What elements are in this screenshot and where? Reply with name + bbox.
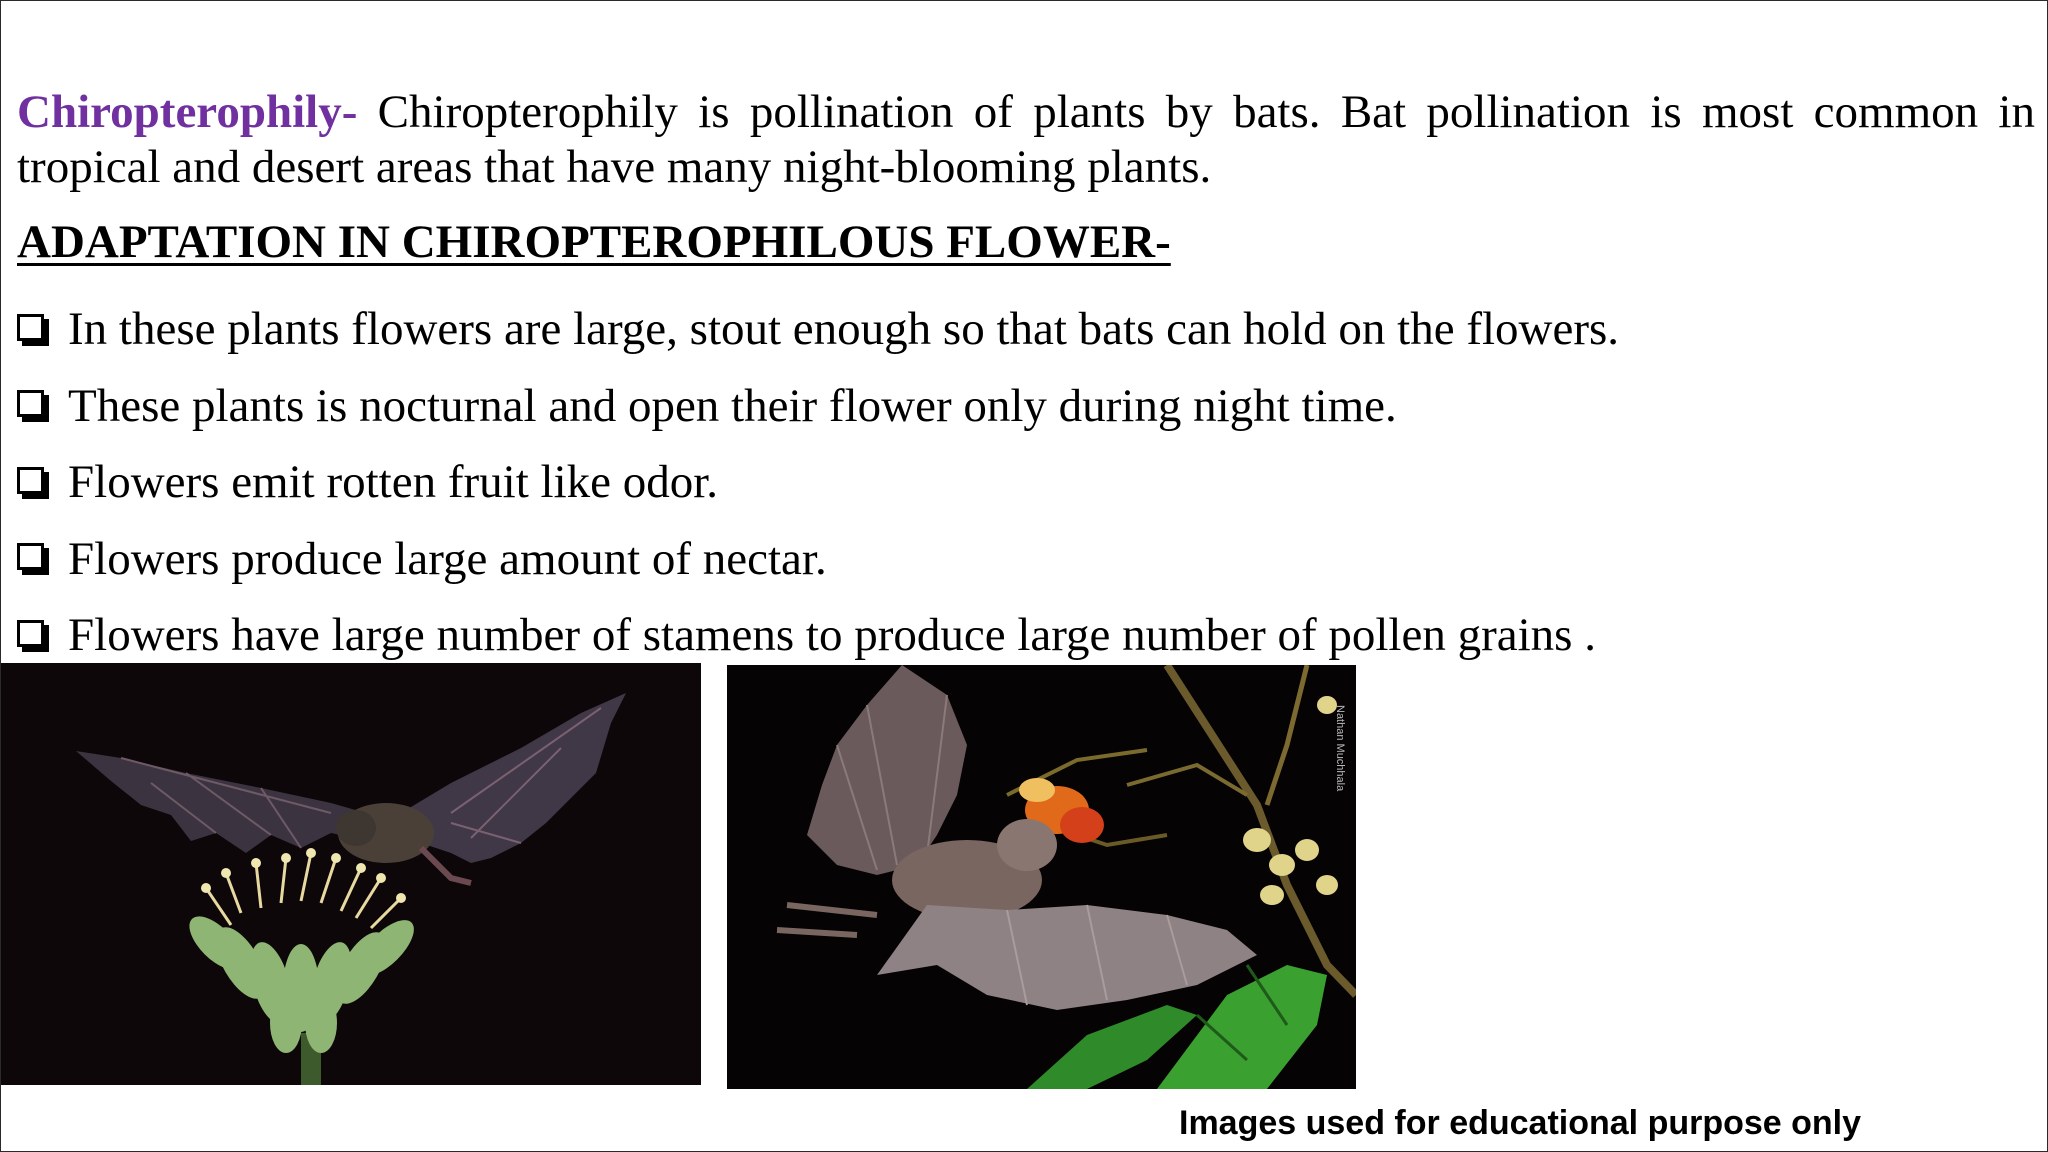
bat-agave-illustration [1, 663, 701, 1085]
list-item [17, 368, 1619, 445]
adaptation-list [17, 291, 1619, 674]
list-item-text: Flowers emit rotten fruit like odor. [68, 456, 719, 509]
intro-paragraph [17, 85, 2035, 195]
intro-text: Chiropterophily is pollination of plants by bats. Bat pollination is most common in tropical and desert areas that have many night-blooming plants. [17, 86, 2035, 193]
list-item [17, 521, 1619, 598]
list-item [17, 444, 1619, 521]
list-item-text: These plants is nocturnal and open their flower only during night time. [68, 379, 1397, 432]
bat-flower-illustration [727, 665, 1356, 1089]
list-item [17, 291, 1619, 368]
checkbox-icon [17, 314, 44, 341]
image-disclaimer: Images used for educational purpose only [1179, 1104, 1862, 1142]
list-item-text: Flowers have large number of stamens to produce large number of pollen grains . [68, 609, 1596, 662]
bat-agave-photo [1, 663, 701, 1085]
checkbox-icon [17, 543, 44, 570]
checkbox-icon [17, 390, 44, 417]
checkbox-icon [17, 620, 44, 647]
list-item-text: In these plants flowers are large, stout enough so that bats can hold on the flowers. [68, 303, 1620, 356]
section-heading: ADAPTATION IN CHIROPTEROPHILOUS FLOWER- [17, 216, 1171, 268]
list-item-text: Flowers produce large amount of nectar. [68, 532, 827, 585]
bat-flower-photo [727, 665, 1356, 1089]
term-label: Chiropterophily- [17, 86, 358, 138]
photo-credit: Nathan Muchhala [1334, 705, 1346, 792]
checkbox-icon [17, 467, 44, 494]
